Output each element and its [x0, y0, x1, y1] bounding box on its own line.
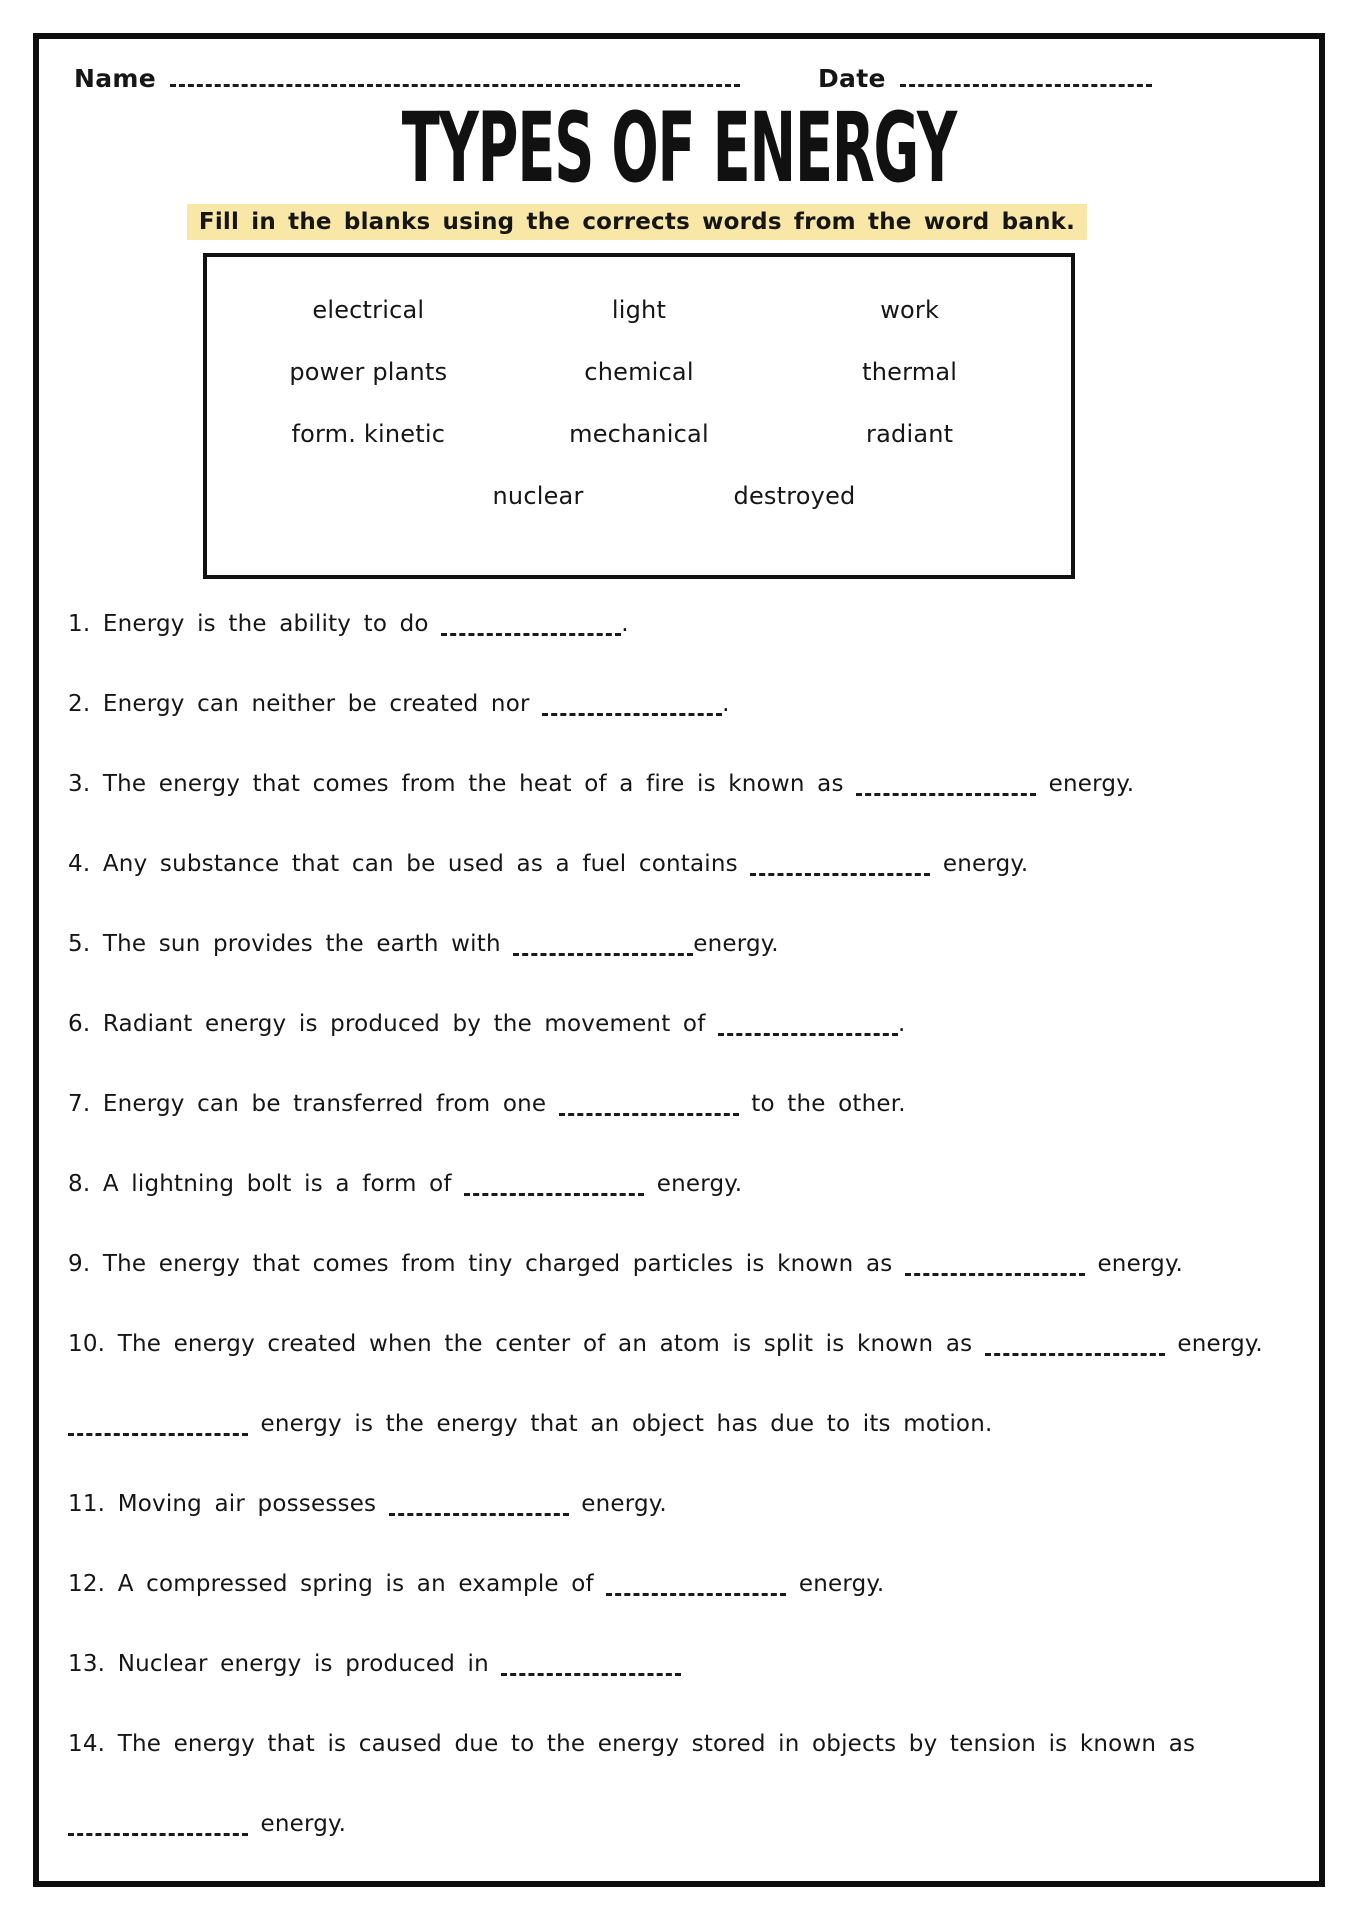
- page-title: TYPES OF ENERGY: [401, 92, 957, 204]
- question-line: [68, 1651, 1328, 1683]
- question-line: [68, 1091, 1328, 1123]
- word-bank-word: light: [611, 296, 667, 324]
- word-bank-word: nuclear: [492, 482, 584, 510]
- question-text: 4. Any substance that can be used as a fuel contains: [68, 851, 751, 877]
- question-text: 1. Energy is the ability to do: [68, 611, 442, 637]
- answer-blank: [501, 1661, 681, 1676]
- question-text: energy.: [568, 1491, 667, 1517]
- question-text: 7. Energy can be transferred from one: [68, 1091, 559, 1117]
- word-bank-word: work: [880, 296, 940, 324]
- question-text: 12. A compressed spring is an example of: [68, 1571, 607, 1597]
- answer-blank: [985, 1341, 1165, 1356]
- question-text: energy.: [1036, 771, 1135, 797]
- answer-blank: [606, 1581, 786, 1596]
- question-line: [68, 1171, 1328, 1203]
- name-fill-line: [170, 72, 740, 87]
- questions-section: [68, 611, 1328, 1891]
- word-bank-word: thermal: [862, 358, 958, 386]
- question-line: [68, 1011, 1328, 1043]
- question-text: 2. Energy can neither be created nor: [68, 691, 543, 717]
- date-fill-line: [900, 72, 1152, 87]
- answer-blank: [856, 781, 1036, 796]
- word-bank-word: power plants: [289, 358, 448, 386]
- word-bank-word: mechanical: [569, 420, 709, 448]
- header: [74, 64, 1152, 93]
- answer-blank: [905, 1261, 1085, 1276]
- answer-blank: [718, 1021, 898, 1036]
- word-bank-word: form. kinetic: [291, 420, 446, 448]
- answer-blank: [559, 1101, 739, 1116]
- question-text: energy.: [930, 851, 1029, 877]
- question-text: energy.: [786, 1571, 885, 1597]
- word-bank-box: [203, 253, 1075, 579]
- question-text: energy.: [1084, 1251, 1184, 1277]
- name-label: Name: [74, 64, 156, 93]
- answer-blank: [389, 1501, 569, 1516]
- question-text: .: [722, 691, 730, 717]
- answer-blank: [513, 941, 693, 956]
- word-bank-bottom-row: [207, 465, 1071, 527]
- question-line: [68, 611, 1328, 643]
- question-text: energy.: [1164, 1331, 1263, 1357]
- date-label: Date: [818, 64, 886, 93]
- question-line: [68, 1571, 1328, 1603]
- question-text: 5. The sun provides the earth with: [68, 931, 514, 957]
- question-line: [68, 931, 1328, 963]
- question-line: [68, 1731, 1328, 1763]
- question-text: .: [898, 1011, 906, 1037]
- question-text: 6. Radiant energy is produced by the movement of: [68, 1011, 719, 1037]
- question-line: [68, 771, 1328, 803]
- answer-blank: [68, 1421, 248, 1436]
- word-bank-word: electrical: [312, 296, 425, 324]
- question-text: 14. The energy that is caused due to the energy stored in objects by tension is known as: [68, 1731, 1196, 1757]
- word-bank-grid: [207, 279, 1071, 465]
- answer-blank: [542, 701, 722, 716]
- question-text: .: [621, 611, 629, 637]
- question-text: energy.: [248, 1811, 347, 1837]
- answer-blank: [441, 621, 621, 636]
- question-text: energy is the energy that an object has due to its motion.: [248, 1411, 993, 1437]
- question-line: [68, 1811, 1328, 1843]
- question-text: energy.: [693, 931, 779, 957]
- question-line: [68, 691, 1328, 723]
- question-line: [68, 1251, 1328, 1283]
- answer-blank: [750, 861, 930, 876]
- instruction-banner: [187, 204, 1087, 240]
- question-line: [68, 1491, 1328, 1523]
- question-text: 9. The energy that comes from tiny charged particles is known as: [68, 1251, 905, 1277]
- question-text: 10. The energy created when the center of an atom is split is known as: [68, 1331, 985, 1357]
- question-line: [68, 1411, 1328, 1443]
- question-text: to the other.: [738, 1091, 906, 1117]
- question-text: 3. The energy that comes from the heat of a fire is known as: [68, 771, 857, 797]
- question-line: [68, 851, 1328, 883]
- word-bank-word: chemical: [584, 358, 694, 386]
- instruction-text: Fill in the blanks using the corrects words from the word bank.: [198, 209, 1076, 235]
- question-line: [68, 1331, 1328, 1363]
- question-text: 11. Moving air possesses: [68, 1491, 389, 1517]
- question-text: energy.: [644, 1171, 743, 1197]
- answer-blank: [68, 1821, 248, 1836]
- title-row: [33, 92, 1325, 204]
- answer-blank: [464, 1181, 644, 1196]
- word-bank-word: destroyed: [733, 482, 856, 510]
- word-bank-word: radiant: [866, 420, 954, 448]
- question-text: 13. Nuclear energy is produced in: [68, 1651, 502, 1677]
- question-text: 8. A lightning bolt is a form of: [68, 1171, 465, 1197]
